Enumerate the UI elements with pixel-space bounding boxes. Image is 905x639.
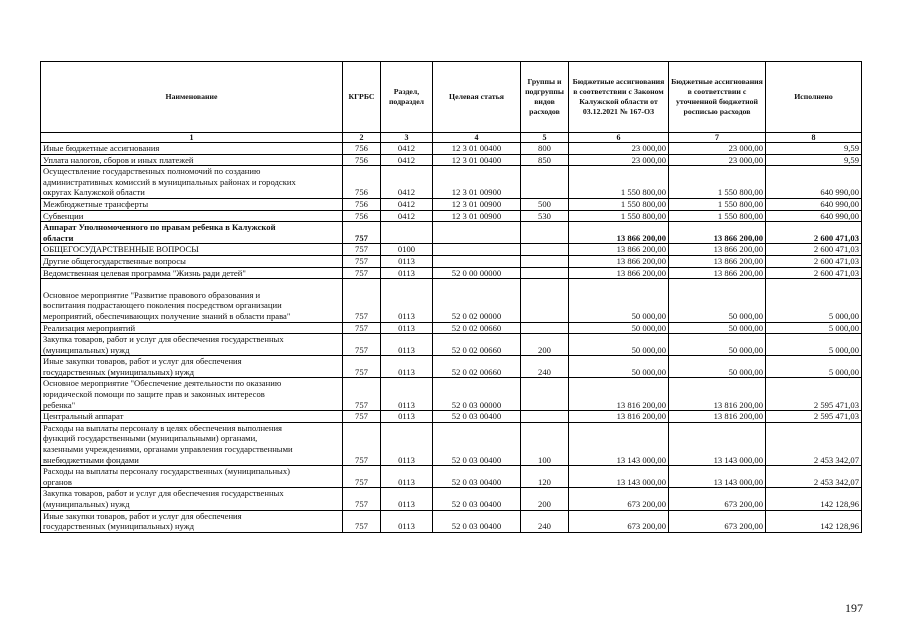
table-row (41, 198, 862, 210)
cell-law: 23 000,00 (569, 143, 669, 155)
cell-kgrbs: 757 (343, 356, 381, 378)
table-body (41, 143, 862, 533)
cell-vr: 200 (521, 334, 569, 356)
cell-executed: 2 453 342,07 (766, 466, 862, 488)
cell-vr (521, 166, 569, 199)
cell-law: 13 866 200,00 (569, 267, 669, 279)
cell-name-line: Субвенции (43, 210, 84, 221)
cell-name (41, 198, 343, 210)
cell-executed: 2 600 471,03 (766, 255, 862, 267)
cell-kgrbs: 757 (343, 378, 381, 411)
cell-name-line: государственных (муниципальных) нужд (43, 521, 195, 532)
cell-name-line: юридической помощи по защите прав и законных интересов (43, 389, 265, 400)
cell-refined: 13 866 200,00 (669, 267, 766, 279)
table-row (41, 154, 862, 166)
cell-article: 52 0 03 00400 (433, 422, 521, 465)
cell-refined: 13 866 200,00 (669, 222, 766, 244)
cell-name (41, 222, 343, 244)
cell-refined: 50 000,00 (669, 334, 766, 356)
cell-razdel: 0113 (381, 322, 433, 334)
cell-name-line: мероприятий, обеспечивающих получение знаний в области права" (43, 310, 291, 321)
column-number: 6 (569, 133, 669, 143)
header-article: Целевая статья (433, 62, 521, 133)
cell-law: 13 866 200,00 (569, 244, 669, 256)
column-number-row (41, 133, 862, 143)
cell-article: 52 0 02 00000 (433, 279, 521, 322)
cell-name-line: государственных (муниципальных) нужд (43, 366, 195, 377)
header-razdel: Раздел, подраздел (381, 62, 433, 133)
cell-article: 52 0 03 00400 (433, 466, 521, 488)
cell-name-line: Межбюджетные трансферты (43, 198, 149, 209)
header-groups: Группы и подгруппы видов расходов (521, 62, 569, 133)
cell-article (433, 244, 521, 256)
cell-executed: 9,59 (766, 143, 862, 155)
column-number: 8 (766, 133, 862, 143)
column-number: 1 (41, 133, 343, 143)
cell-name-line: Иные бюджетные ассигнования (43, 143, 160, 153)
header-kgrbs: КГРБС (343, 62, 381, 133)
cell-law: 13 816 200,00 (569, 378, 669, 411)
cell-name-line: Уплата налогов, сборов и иных платежей (43, 154, 194, 165)
cell-refined: 50 000,00 (669, 322, 766, 334)
cell-law: 1 550 800,00 (569, 198, 669, 210)
cell-vr: 240 (521, 510, 569, 532)
cell-name (41, 378, 343, 411)
cell-name (41, 411, 343, 423)
table-row (41, 222, 862, 244)
cell-article: 52 0 02 00660 (433, 322, 521, 334)
cell-executed: 640 990,00 (766, 210, 862, 222)
cell-kgrbs: 756 (343, 210, 381, 222)
cell-name (41, 154, 343, 166)
cell-kgrbs: 757 (343, 488, 381, 510)
cell-name-line: (муниципальных) нужд (43, 344, 130, 355)
cell-refined: 13 866 200,00 (669, 255, 766, 267)
cell-refined: 1 550 800,00 (669, 166, 766, 199)
cell-name (41, 279, 343, 322)
cell-executed: 142 128,96 (766, 488, 862, 510)
cell-kgrbs: 757 (343, 255, 381, 267)
cell-razdel: 0113 (381, 488, 433, 510)
cell-name-line: ребенка" (43, 399, 76, 410)
cell-name (41, 210, 343, 222)
cell-article: 12 3 01 00400 (433, 154, 521, 166)
cell-refined: 1 550 800,00 (669, 198, 766, 210)
cell-article: 12 3 01 00400 (433, 143, 521, 155)
cell-razdel: 0113 (381, 510, 433, 532)
cell-vr (521, 411, 569, 423)
cell-law: 13 866 200,00 (569, 255, 669, 267)
cell-razdel: 0113 (381, 356, 433, 378)
cell-name (41, 267, 343, 279)
cell-law: 13 143 000,00 (569, 422, 669, 465)
cell-article: 12 3 01 00900 (433, 166, 521, 199)
table-row (41, 422, 862, 465)
table-row (41, 267, 862, 279)
cell-article: 52 0 02 00660 (433, 356, 521, 378)
cell-vr (521, 378, 569, 411)
cell-refined: 673 200,00 (669, 488, 766, 510)
column-number: 3 (381, 133, 433, 143)
cell-refined: 13 816 200,00 (669, 411, 766, 423)
cell-law: 1 550 800,00 (569, 166, 669, 199)
cell-kgrbs: 757 (343, 411, 381, 423)
cell-vr: 240 (521, 356, 569, 378)
cell-razdel: 0113 (381, 422, 433, 465)
cell-vr: 120 (521, 466, 569, 488)
table-row (41, 279, 862, 322)
column-number: 5 (521, 133, 569, 143)
header-row (41, 62, 862, 133)
cell-article (433, 255, 521, 267)
table-row (41, 488, 862, 510)
cell-kgrbs: 756 (343, 198, 381, 210)
cell-article: 52 0 02 00660 (433, 334, 521, 356)
cell-razdel (381, 222, 433, 244)
cell-kgrbs: 757 (343, 510, 381, 532)
cell-kgrbs: 757 (343, 244, 381, 256)
cell-name (41, 244, 343, 256)
cell-article: 52 0 03 00400 (433, 510, 521, 532)
cell-law: 673 200,00 (569, 488, 669, 510)
cell-kgrbs: 756 (343, 143, 381, 155)
table-row (41, 210, 862, 222)
cell-name-line: Ведомственная целевая программа "Жизнь ради детей" (43, 267, 246, 278)
table-row (41, 466, 862, 488)
cell-name (41, 166, 343, 199)
cell-article: 52 0 03 00400 (433, 488, 521, 510)
table-row (41, 322, 862, 334)
cell-name-line: Основное мероприятие "Обеспечение деятельности по оказанию (43, 378, 282, 389)
cell-name-line: Расходы на выплаты персоналу в целях обеспечения выполнения (43, 422, 283, 433)
cell-name (41, 322, 343, 334)
cell-name-line: (муниципальных) нужд (43, 499, 130, 509)
cell-name-line: Осуществление государственных полномочий по созданию (43, 166, 261, 177)
cell-law: 13 143 000,00 (569, 466, 669, 488)
cell-executed: 2 453 342,07 (766, 422, 862, 465)
cell-razdel: 0113 (381, 255, 433, 267)
cell-name-line: Центральный аппарат (43, 411, 124, 422)
cell-vr: 530 (521, 210, 569, 222)
column-number: 7 (669, 133, 766, 143)
cell-refined: 50 000,00 (669, 279, 766, 322)
cell-law: 50 000,00 (569, 356, 669, 378)
cell-executed: 142 128,96 (766, 510, 862, 532)
cell-name-line: Аппарат Уполномоченного по правам ребенка в Калужской (43, 222, 276, 233)
cell-vr: 100 (521, 422, 569, 465)
cell-law: 50 000,00 (569, 279, 669, 322)
cell-article: 12 3 01 00900 (433, 198, 521, 210)
cell-name-line: округах Калужской области (43, 187, 145, 198)
cell-refined: 23 000,00 (669, 154, 766, 166)
cell-razdel: 0113 (381, 334, 433, 356)
cell-name (41, 422, 343, 465)
header-law: Бюджетные ассигнования в соответствии с Законом Калужской области от 03.12.2021 № 167-ОЗ (569, 62, 669, 133)
table-row (41, 334, 862, 356)
cell-executed: 5 000,00 (766, 279, 862, 322)
cell-name (41, 466, 343, 488)
cell-name-line: функций государственными (муниципальными) органами, (43, 433, 258, 444)
cell-name-line: Закупка товаров, работ и услуг для обеспечения государственных (43, 488, 284, 499)
cell-law: 1 550 800,00 (569, 210, 669, 222)
cell-executed: 2 600 471,03 (766, 244, 862, 256)
cell-name-line: Расходы на выплаты персоналу государственных (муниципальных) (43, 466, 290, 477)
cell-vr (521, 244, 569, 256)
cell-razdel: 0113 (381, 378, 433, 411)
cell-name-line: ОБЩЕГОСУДАРСТВЕННЫЕ ВОПРОСЫ (43, 244, 199, 255)
column-number: 4 (433, 133, 521, 143)
cell-vr (521, 255, 569, 267)
cell-razdel: 0113 (381, 411, 433, 423)
cell-article: 52 0 00 00000 (433, 267, 521, 279)
cell-name (41, 255, 343, 267)
cell-razdel: 0113 (381, 267, 433, 279)
cell-razdel: 0412 (381, 154, 433, 166)
column-number: 2 (343, 133, 381, 143)
cell-vr: 850 (521, 154, 569, 166)
cell-refined: 13 143 000,00 (669, 422, 766, 465)
cell-name-line: Иные закупки товаров, работ и услуг для обеспечения (43, 356, 242, 367)
cell-name-line: области (43, 232, 74, 243)
cell-kgrbs: 757 (343, 334, 381, 356)
cell-vr (521, 267, 569, 279)
cell-vr (521, 322, 569, 334)
cell-refined: 673 200,00 (669, 510, 766, 532)
cell-name (41, 510, 343, 532)
cell-razdel: 0113 (381, 466, 433, 488)
cell-article: 52 0 03 00000 (433, 378, 521, 411)
table-row (41, 411, 862, 423)
cell-vr (521, 279, 569, 322)
cell-law: 23 000,00 (569, 154, 669, 166)
table-row (41, 356, 862, 378)
cell-name-line: Другие общегосударственные вопросы (43, 255, 186, 266)
cell-kgrbs: 757 (343, 279, 381, 322)
cell-name-line: казенными учреждениями, органами управления государственными (43, 444, 293, 455)
cell-name-line: внебюджетными фондами (43, 454, 139, 465)
cell-executed: 5 000,00 (766, 334, 862, 356)
table-row (41, 244, 862, 256)
cell-kgrbs: 757 (343, 267, 381, 279)
cell-name-line: Реализация мероприятий (43, 322, 136, 333)
cell-vr: 800 (521, 143, 569, 155)
cell-vr: 500 (521, 198, 569, 210)
cell-name (41, 488, 343, 510)
cell-executed: 5 000,00 (766, 322, 862, 334)
cell-law: 13 866 200,00 (569, 222, 669, 244)
cell-refined: 50 000,00 (669, 356, 766, 378)
cell-name-line: воспитания подрастающего поколения посредством организации (43, 300, 282, 311)
table-row (41, 510, 862, 532)
cell-kgrbs: 757 (343, 222, 381, 244)
cell-article: 12 3 01 00900 (433, 210, 521, 222)
cell-kgrbs: 757 (343, 466, 381, 488)
cell-razdel: 0113 (381, 279, 433, 322)
cell-vr (521, 222, 569, 244)
table-row (41, 143, 862, 155)
header-refined: Бюджетные ассигнования в соответствии с уточненной бюджетной росписью расходов (669, 62, 766, 133)
cell-name-line: Закупка товаров, работ и услуг для обеспечения государственных (43, 334, 284, 345)
cell-law: 673 200,00 (569, 510, 669, 532)
cell-refined: 1 550 800,00 (669, 210, 766, 222)
cell-razdel: 0100 (381, 244, 433, 256)
table-row (41, 255, 862, 267)
cell-executed: 2 595 471,03 (766, 411, 862, 423)
cell-refined: 13 816 200,00 (669, 378, 766, 411)
cell-name (41, 143, 343, 155)
table-row (41, 166, 862, 199)
cell-executed: 2 600 471,03 (766, 222, 862, 244)
cell-executed: 2 600 471,03 (766, 267, 862, 279)
header-executed: Исполнено (766, 62, 862, 133)
cell-name-line: административных комиссий в муниципальных районах и городских (43, 176, 296, 187)
cell-kgrbs: 757 (343, 422, 381, 465)
cell-name-line: Основное мероприятие "Развитие правового образования и (43, 289, 261, 300)
page-number: 197 (845, 601, 863, 615)
cell-kgrbs: 756 (343, 154, 381, 166)
cell-article: 52 0 03 00400 (433, 411, 521, 423)
cell-refined: 23 000,00 (669, 143, 766, 155)
cell-name (41, 334, 343, 356)
cell-article (433, 222, 521, 244)
cell-razdel: 0412 (381, 143, 433, 155)
cell-refined: 13 143 000,00 (669, 466, 766, 488)
cell-executed: 2 595 471,03 (766, 378, 862, 411)
cell-razdel: 0412 (381, 198, 433, 210)
cell-refined: 13 866 200,00 (669, 244, 766, 256)
cell-name-line: органов (43, 476, 72, 487)
cell-executed: 640 990,00 (766, 166, 862, 199)
budget-table (40, 61, 862, 533)
table-row (41, 378, 862, 411)
header-name: Наименование (41, 62, 343, 133)
cell-vr: 200 (521, 488, 569, 510)
cell-kgrbs: 757 (343, 322, 381, 334)
cell-executed: 5 000,00 (766, 356, 862, 378)
cell-executed: 9,59 (766, 154, 862, 166)
cell-law: 50 000,00 (569, 334, 669, 356)
cell-razdel: 0412 (381, 210, 433, 222)
cell-name (41, 356, 343, 378)
cell-razdel: 0412 (381, 166, 433, 199)
cell-executed: 640 990,00 (766, 198, 862, 210)
cell-kgrbs: 756 (343, 166, 381, 199)
cell-law: 50 000,00 (569, 322, 669, 334)
cell-name-line: Иные закупки товаров, работ и услуг для обеспечения (43, 510, 242, 521)
cell-law: 13 816 200,00 (569, 411, 669, 423)
